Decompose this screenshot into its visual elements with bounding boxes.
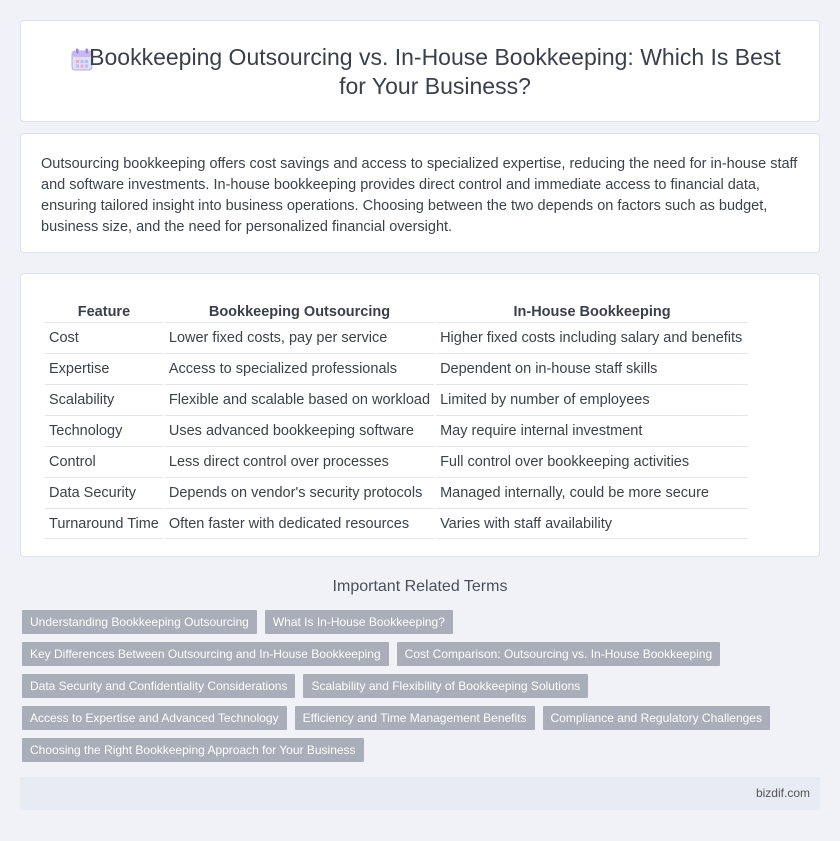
related-term-tag[interactable]: Cost Comparison: Outsourcing vs. In-House Bookkeeping <box>397 642 720 666</box>
summary-text: Outsourcing bookkeeping offers cost savings and access to specialized expertise, reducing the need for in-house staff and software investments. In-house bookkeeping provides direct control and immediate access to financial data, ensuring tailored insight into business operations. Choosing between the two depends on factors such as budget, business size, and the need for personalized financial oversight. <box>41 156 798 235</box>
related-terms-list <box>22 610 822 762</box>
row-feature: Cost <box>45 322 163 353</box>
row-outsourcing: Access to specialized professionals <box>165 353 434 384</box>
table-header-row <box>45 296 748 322</box>
row-outsourcing: Flexible and scalable based on workload <box>165 384 434 415</box>
row-in-house: Varies with staff availability <box>436 508 748 539</box>
related-term-tag[interactable]: Efficiency and Time Management Benefits <box>295 706 535 730</box>
row-outsourcing: Less direct control over processes <box>165 446 434 477</box>
related-term-tag[interactable]: Compliance and Regulatory Challenges <box>543 706 770 730</box>
header-feature: Feature <box>77 304 131 320</box>
related-terms-heading: Important Related Terms <box>332 578 508 595</box>
table-row <box>45 415 748 446</box>
related-term-tag[interactable]: Key Differences Between Outsourcing and In-House Bookkeeping <box>22 642 389 666</box>
table-row <box>45 322 748 353</box>
related-term-tag[interactable]: Data Security and Confidentiality Considerations <box>22 674 295 698</box>
row-outsourcing: Depends on vendor's security protocols <box>165 477 434 508</box>
page-title: Bookkeeping Outsourcing vs. In-House Bookkeeping: Which Is Best for Your Business? <box>89 44 781 99</box>
related-term-tag[interactable]: Understanding Bookkeeping Outsourcing <box>22 610 257 634</box>
title-card <box>20 20 820 122</box>
related-term-tag[interactable]: What Is In-House Bookkeeping? <box>265 610 453 634</box>
comparison-card <box>20 273 820 557</box>
row-outsourcing: Often faster with dedicated resources <box>165 508 434 539</box>
row-feature: Turnaround Time <box>45 508 163 539</box>
row-feature: Data Security <box>45 477 163 508</box>
header-in-house: In-House Bookkeeping <box>513 304 671 320</box>
row-feature: Expertise <box>45 353 163 384</box>
row-outsourcing: Uses advanced bookkeeping software <box>165 415 434 446</box>
table-row <box>45 446 748 477</box>
row-in-house: Higher fixed costs including salary and benefits <box>436 322 748 353</box>
table-row <box>45 384 748 415</box>
row-in-house: May require internal investment <box>436 415 748 446</box>
related-term-tag[interactable]: Access to Expertise and Advanced Technology <box>22 706 287 730</box>
related-term-tag[interactable]: Scalability and Flexibility of Bookkeeping Solutions <box>303 674 588 698</box>
row-in-house: Dependent on in-house staff skills <box>436 353 748 384</box>
summary-card <box>20 133 820 253</box>
footer <box>20 777 820 810</box>
row-feature: Technology <box>45 415 163 446</box>
row-outsourcing: Lower fixed costs, pay per service <box>165 322 434 353</box>
related-term-tag[interactable]: Choosing the Right Bookkeeping Approach for Your Business <box>22 738 364 762</box>
row-feature: Control <box>45 446 163 477</box>
comparison-table <box>43 296 750 539</box>
footer-site-link[interactable]: bizdif.com <box>755 786 810 800</box>
row-in-house: Limited by number of employees <box>436 384 748 415</box>
table-row <box>45 353 748 384</box>
row-in-house: Managed internally, could be more secure <box>436 477 748 508</box>
row-feature: Scalability <box>45 384 163 415</box>
table-row <box>45 508 748 539</box>
table-row <box>45 477 748 508</box>
row-in-house: Full control over bookkeeping activities <box>436 446 748 477</box>
header-outsourcing: Bookkeeping Outsourcing <box>208 304 391 320</box>
